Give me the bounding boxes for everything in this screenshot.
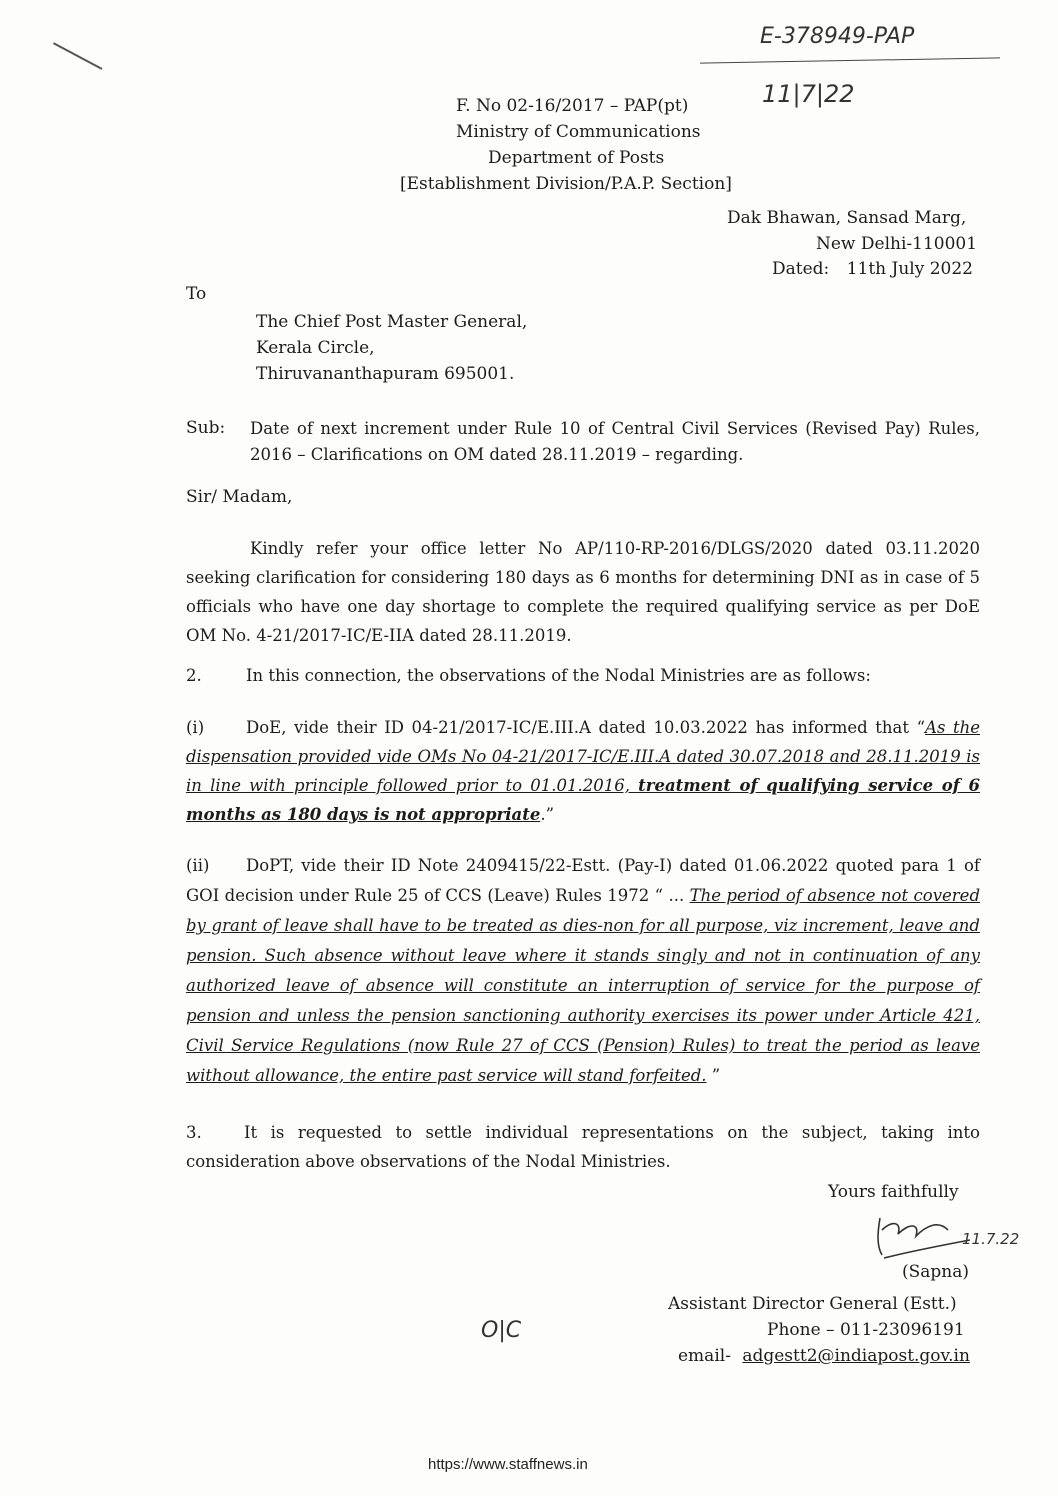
designation: Assistant Director General (Estt.) [668, 1294, 957, 1314]
point-i-end: .” [540, 805, 555, 824]
subject-label: Sub: [186, 418, 226, 438]
file-number: F. No 02-16/2017 – PAP(pt) [456, 96, 689, 116]
point-ii [186, 851, 980, 1091]
recipient-circle: Kerala Circle, [256, 338, 375, 358]
date-line [772, 259, 973, 279]
point-i-quote: As the dispensation provided vide OMs No 04-21/2017-IC/E.III.A dated 30.07.2018 and 28.11.2019 is in line with principle followed prior to 01.01.2016, [186, 718, 980, 795]
corner-mark [53, 42, 103, 70]
signatory-name: (Sapna) [902, 1262, 970, 1282]
point-i-intro: DoE, vide their ID 04-21/2017-IC/E.III.A dated 10.03.2022 has informed that “ [246, 718, 926, 737]
subject-text: Date of next increment under Rule 10 of Central Civil Services (Revised Pay) Rules, 2016 – Clarifications on OM dated 28.11.2019 – regarding. [250, 419, 980, 464]
paragraph-2: In this connection, the observations of the Nodal Ministries are as follows: [246, 666, 871, 685]
phone: Phone – 011-23096191 [767, 1320, 965, 1340]
department-name: Department of Posts [488, 148, 665, 168]
address-line-2: New Delhi-110001 [816, 234, 978, 254]
point-i-quote-bold: treatment of qualifying service of 6 months as 180 days is not appropriate [186, 776, 980, 824]
handwritten-rule [700, 57, 1000, 64]
email-label: email- [678, 1346, 731, 1366]
ministry-name: Ministry of Communications [456, 122, 701, 142]
handwritten-date-note: 11|7|22 [762, 80, 855, 108]
recipient-name: The Chief Post Master General, [256, 312, 528, 332]
handwritten-page-note: O|C [481, 1318, 522, 1343]
paragraph-3-number: 3. [186, 1123, 202, 1142]
email-line [678, 1346, 970, 1366]
dated-value: 11th July 2022 [846, 259, 973, 279]
point-i-number: (i) [186, 718, 205, 737]
salutation: Sir/ Madam, [186, 487, 293, 507]
footer-url[interactable]: https://www.staffnews.in [428, 1456, 588, 1473]
paragraph-3: It is requested to settle individual representations on the subject, taking into consideration above observations of the Nodal Ministries. [186, 1123, 980, 1171]
point-ii-quote: The period of absence not covered by grant of leave shall have to be treated as dies-non for all purpose, viz increment, leave and pension. Such absence without leave where it stands singly and not in continuation of any authorized leave of absence will constitute an interruption of service for the purpose of pension and unless the pension sanctioning authority exercises its power under Article 421, Civil Service Regulations (now Rule 27 of CCS (Pension) Rules) to treat the period as leave without allowance, the entire past service will stand forfeited. [186, 886, 980, 1085]
to-label: To [186, 284, 207, 304]
paragraph-2-number: 2. [186, 666, 202, 685]
point-ii-end: ” [706, 1066, 721, 1085]
dated-label: Dated: [772, 259, 830, 279]
signature-date: 11.7.22 [962, 1230, 1020, 1248]
point-ii-number: (ii) [186, 856, 210, 875]
handwritten-ref-number: E-378949-PAP [760, 24, 915, 49]
paragraph-1: Kindly refer your office letter No AP/110-RP-2016/DLGS/2020 dated 03.11.2020 seeking clarification for considering 180 days as 6 months for determining DNI as in case of 5 officials who have one day shortage to complete the required qualifying service as per DoE OM No. 4-21/2017-IC/E-IIA dated 28.11.2019. [186, 539, 980, 645]
point-ii-intro: DoPT, vide their ID Note 2409415/22-Estt. (Pay-I) dated 01.06.2022 quoted para 1 of GOI decision under Rule 25 of CCS (Leave) Rules 1972 “ ... [186, 856, 980, 905]
yours-faithfully: Yours faithfully [828, 1182, 959, 1202]
email-link[interactable]: adgestt2@indiapost.gov.in [742, 1346, 970, 1366]
address-line-1: Dak Bhawan, Sansad Marg, [727, 208, 967, 228]
point-i [186, 713, 980, 829]
division-name: [Establishment Division/P.A.P. Section] [400, 174, 732, 194]
recipient-city: Thiruvananthapuram 695001. [256, 364, 515, 384]
